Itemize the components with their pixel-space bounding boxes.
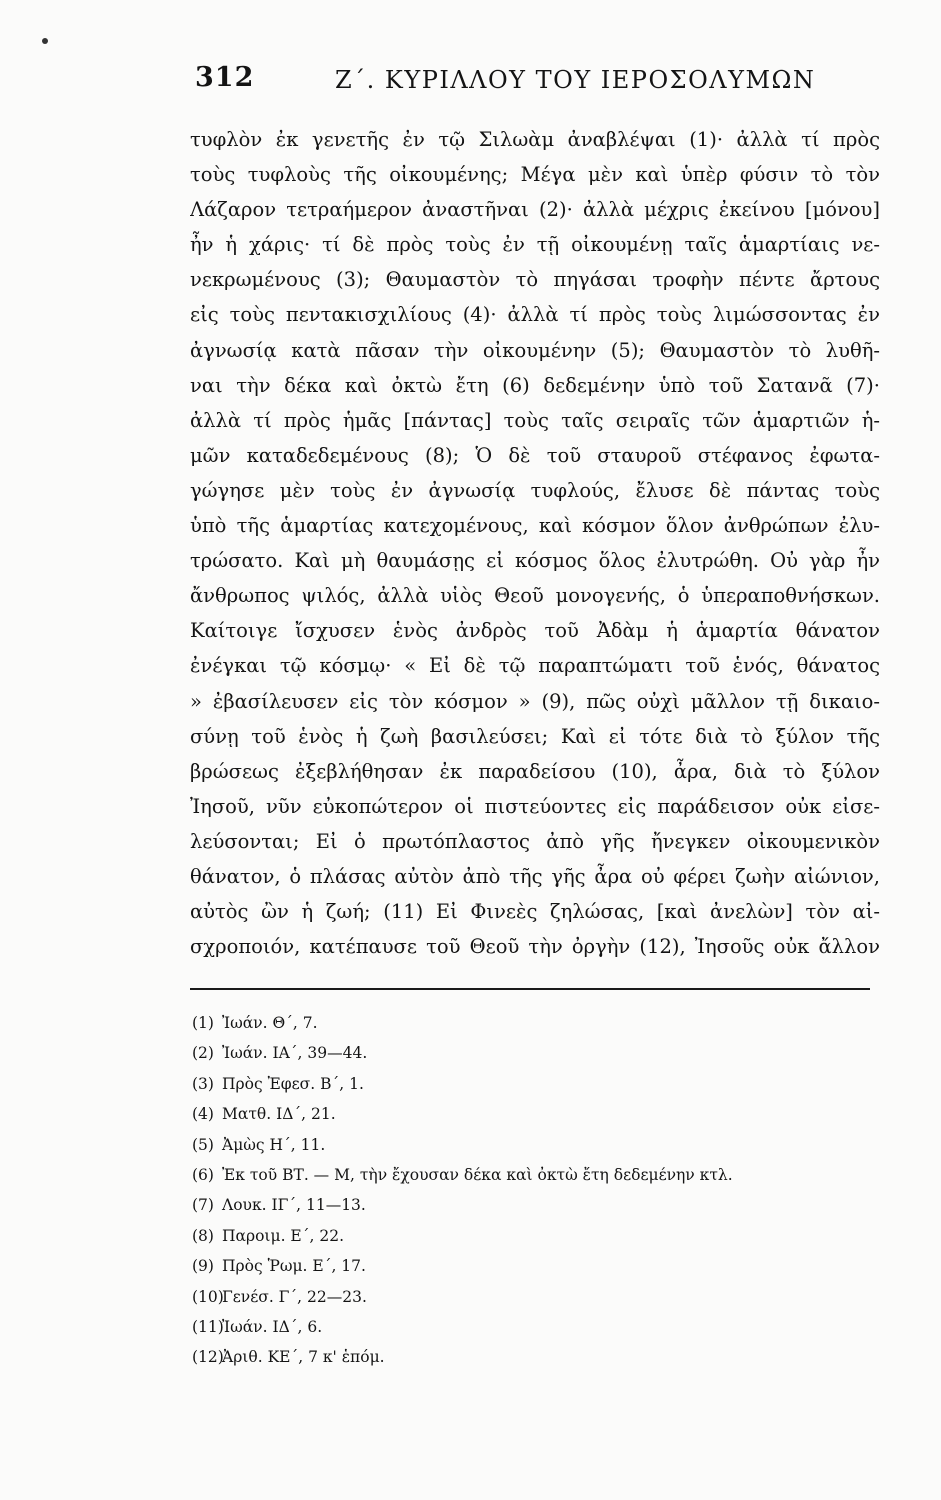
footnote-number: (3) (192, 1074, 214, 1093)
text-line: Λάζαρον τετραήμερον ἀναστῆναι (2)· ἀλλὰ μέχρις ἐκείνου [μόνου] (190, 198, 880, 222)
text-line: σύνῃ τοῦ ἑνὸς ἡ ζωὴ βασιλεύσει; Καὶ εἰ τότε διὰ τὸ ξύλον τῆς (190, 724, 880, 748)
footnote-number: (4) (192, 1105, 214, 1124)
footnote (192, 1190, 872, 1220)
text-line: νεκρωμένους (3); Θαυμαστὸν τὸ πηγάσαι τροφὴν πέντε ἄρτους (190, 268, 880, 292)
text-line: ἦν ἡ χάρις· τί δὲ πρὸς τοὺς ἐν τῇ οἰκουμένῃ ταῖς ἁμαρτίαις νε- (190, 233, 880, 257)
footnote (192, 1160, 872, 1190)
footnote-text: Ἀμὼς Η΄, 11. (222, 1135, 326, 1154)
footnote-number: (10) (192, 1287, 224, 1306)
text-line: θάνατον, ὁ πλάσας αὐτὸν ἀπὸ τῆς γῆς ἆρα οὐ φέρει ζωὴν αἰώνιον, (190, 864, 880, 888)
text-line: ἄνθρωπος ψιλός, ἀλλὰ υἱὸς Θεοῦ μονογενής, ὁ ὑπεραποθνήσκων. (190, 584, 880, 608)
text-line: τρώσατο. Καὶ μὴ θαυμάσῃς εἰ κόσμος ὅλος ἐλυτρώθη. Οὐ γὰρ ἦν (190, 549, 880, 573)
footnote-text: Πρὸς Ἐφεσ. Β΄, 1. (222, 1074, 364, 1093)
footnote-text: Ἐκ τοῦ ΒΤ. — Μ, τὴν ἔχουσαν δέκα καὶ ὀκτὼ ἔτη δεδεμένην κτλ. (222, 1165, 733, 1184)
footnote-text: Ἀριθ. ΚΕ΄, 7 κ' ἑπόμ. (222, 1348, 385, 1367)
running-head (195, 62, 885, 106)
footnote-number: (2) (192, 1044, 214, 1063)
text-line: ναι τὴν δέκα καὶ ὀκτὼ ἔτη (6) δεδεμένην ὑπὸ τοῦ Σατανᾶ (7)· (190, 373, 880, 397)
text-line: Ἰησοῦ, νῦν εὐκοπώτερον οἱ πιστεύοντες εἰς παράδεισον οὐκ εἰσε- (190, 794, 880, 818)
footnote-number: (8) (192, 1226, 214, 1245)
text-line: αὐτὸς ὢν ἡ ζωή; (11) Εἰ Φινεὲς ζηλώσας, [καὶ ἀνελὼν] τὸν αἰ- (190, 900, 880, 924)
footnote-text: Γενέσ. Γ΄, 22—23. (222, 1287, 367, 1306)
footnote-number: (1) (192, 1014, 214, 1032)
ink-speck (42, 38, 48, 44)
footnote-number: (6) (192, 1165, 214, 1184)
footnote (192, 1008, 872, 1038)
footnote-text: Ματθ. ΙΔ΄, 21. (222, 1105, 336, 1124)
header-title: Ζ΄. ΚΥΡΙΛΛΟΥ ΤΟΥ ΙΕΡΟΣΟΛΥΜΩΝ (335, 66, 816, 94)
body-text (190, 122, 880, 964)
text-line: μῶν καταδεδεμένους (8); Ὁ δὲ τοῦ σταυροῦ στέφανος ἐφωτα- (190, 443, 880, 467)
footnote (192, 1251, 872, 1281)
footnote-rule (190, 988, 870, 990)
footnote (192, 1342, 872, 1372)
text-line: εἰς τοὺς πεντακισχιλίους (4)· ἀλλὰ τί πρὸς τοὺς λιμώσσοντας ἐν (190, 303, 880, 327)
footnote-number: (11) (192, 1317, 224, 1336)
text-line: σχροποιόν, κατέπαυσε τοῦ Θεοῦ τὴν ὀργὴν (12), Ἰησοῦς οὐκ ἄλλον (190, 935, 880, 959)
footnote (192, 1282, 872, 1312)
footnote-number: (12) (192, 1348, 224, 1367)
text-line: λεύσονται; Εἰ ὁ πρωτόπλαστος ἀπὸ γῆς ἤνεγκεν οἰκουμενικὸν (190, 829, 880, 853)
footnote (192, 1312, 872, 1342)
footnote-text: Ἰωάν. ΙΑ΄, 39—44. (222, 1044, 368, 1063)
footnote-text: Πρὸς Ῥωμ. Ε΄, 17. (222, 1257, 366, 1276)
text-line: Καίτοιγε ἴσχυσεν ἑνὸς ἀνδρὸς τοῦ Ἀδὰμ ἡ ἁμαρτία θάνατον (190, 619, 880, 643)
footnote-number: (7) (192, 1196, 214, 1215)
footnote (192, 1038, 872, 1068)
footnote (192, 1130, 872, 1160)
text-line: ἀλλὰ τί πρὸς ἡμᾶς [πάντας] τοὺς ταῖς σειραῖς τῶν ἁμαρτιῶν ἡ- (190, 408, 880, 432)
page-number: 312 (195, 62, 255, 93)
text-line: γώγησε μὲν τοὺς ἐν ἀγνωσίᾳ τυφλούς, ἔλυσε δὲ πάντας τοὺς (190, 478, 880, 502)
footnote-text: Παροιμ. Ε΄, 22. (222, 1226, 345, 1245)
footnote (192, 1099, 872, 1129)
text-line: βρώσεως ἐξεβλήθησαν ἐκ παραδείσου (10), ἆρα, διὰ τὸ ξύλον (190, 759, 880, 783)
text-line: ἐνέγκαι τῷ κόσμῳ· « Εἰ δὲ τῷ παραπτώματι τοῦ ἑνός, θάνατος (190, 654, 880, 678)
footnote-text: Λουκ. ΙΓ΄, 11—13. (222, 1196, 366, 1215)
text-line: » ἐβασίλευσεν εἰς τὸν κόσμον » (9), πῶς οὐχὶ μᾶλλον τῇ δικαιο- (190, 689, 880, 713)
text-line: τοὺς τυφλοὺς τῆς οἰκουμένης; Μέγα μὲν καὶ ὑπὲρ φύσιν τὸ τὸν (190, 163, 880, 187)
footnote-text: Ἰωάν. Θ΄, 7. (222, 1014, 318, 1032)
footnote-number: (9) (192, 1257, 214, 1276)
footnote (192, 1069, 872, 1099)
text-line: ὑπὸ τῆς ἁμαρτίας κατεχομένους, καὶ κόσμον ὅλον ἀνθρώπων ἐλυ- (190, 514, 880, 538)
text-line: ἀγνωσίᾳ κατὰ πᾶσαν τὴν οἰκουμένην (5); Θαυμαστὸν τὸ λυθῆ- (190, 338, 880, 362)
text-line: τυφλὸν ἐκ γενετῆς ἐν τῷ Σιλωὰμ ἀναβλέψαι (1)· ἀλλὰ τί πρὸς (190, 128, 880, 151)
footnote-number: (5) (192, 1135, 214, 1154)
footnote (192, 1221, 872, 1251)
footnotes (192, 1008, 872, 1373)
footnote-text: Ἰωάν. ΙΔ΄, 6. (222, 1317, 323, 1336)
